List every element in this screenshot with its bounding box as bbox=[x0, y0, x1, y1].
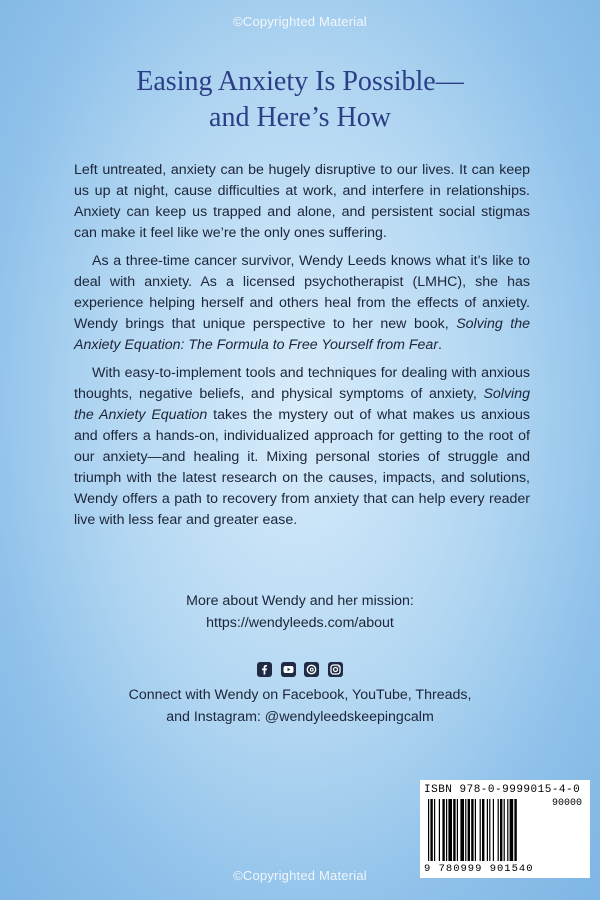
ean-digits: 9 780999 901540 bbox=[424, 863, 534, 875]
paragraph-2-end: . bbox=[438, 337, 442, 353]
title-line-1: Easing Anxiety Is Possible— bbox=[136, 66, 464, 97]
facebook-icon[interactable] bbox=[257, 662, 272, 677]
paragraph-3-end: takes the mystery out of what makes us anxious and offers a hands-on, individualized approach for getting to the root of our anxiety—and healing it. Mixing personal stories of struggle and triumph with the latest research on the causes, impacts, and solutions, Wendy offers a path to recovery from anxiety that can help every reader live with less fear and greater ease. bbox=[74, 407, 530, 528]
barcode-bars bbox=[428, 799, 548, 861]
copyright-watermark-top: ©Copyrighted Material bbox=[233, 14, 367, 29]
book-title-short: Solving the Anxiety Equation bbox=[74, 386, 530, 423]
youtube-icon[interactable] bbox=[281, 662, 296, 677]
more-info-label: More about Wendy and her mission: bbox=[186, 593, 414, 609]
copyright-watermark-bottom: ©Copyrighted Material bbox=[233, 868, 367, 883]
threads-icon[interactable] bbox=[304, 662, 319, 677]
isbn-barcode bbox=[420, 780, 590, 878]
price-code: 90000 bbox=[551, 798, 582, 809]
author-website-link[interactable]: https://wendyleeds.com/about bbox=[206, 615, 394, 631]
instagram-icon[interactable] bbox=[328, 662, 343, 677]
blurb-paragraph-2 bbox=[74, 251, 530, 356]
blurb-paragraph-3 bbox=[74, 363, 530, 531]
title-line-2: and Here’s How bbox=[209, 102, 391, 133]
back-cover-title bbox=[0, 64, 600, 136]
paragraph-2-text: As a three-time cancer survivor, Wendy Leeds knows what it’s like to deal with anxiety. As a licensed psychotherapist (LMHC), she has experience helping herself and others heal from the effects of anxiety. Wendy brings that unique perspective to her new book, bbox=[74, 253, 530, 332]
book-title-full: Solving the Anxiety Equation: The Formula to Free Yourself from Fear bbox=[74, 316, 530, 353]
connect-line-1: Connect with Wendy on Facebook, YouTube, Threads, bbox=[128, 687, 472, 703]
author-more-info bbox=[0, 590, 600, 634]
blurb-text bbox=[74, 160, 530, 538]
social-icons-row bbox=[0, 661, 600, 679]
isbn-number: ISBN 978-0-9999015-4-0 bbox=[424, 784, 581, 796]
connect-line-2: and Instagram: @wendyleedskeepingcalm bbox=[166, 709, 434, 725]
blurb-paragraph-1: Left untreated, anxiety can be hugely disruptive to our lives. It can keep us up at night, cause difficulties at work, and interfere in relationships. Anxiety can keep us trapped and alone, and persistent social stigmas can make it feel like we’re the only ones suffering. bbox=[74, 162, 530, 241]
paragraph-3-text: With easy-to-implement tools and techniques for dealing with anxious thoughts, negative beliefs, and physical symptoms of anxiety, bbox=[74, 365, 530, 402]
social-connect-text bbox=[0, 684, 600, 728]
